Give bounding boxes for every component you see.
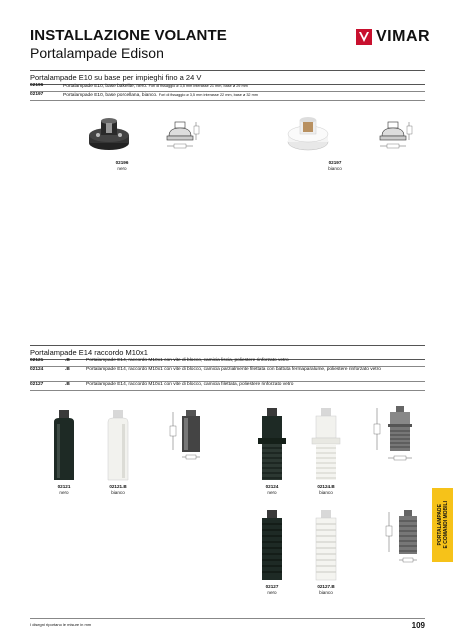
caption-code: 02196 <box>115 160 129 165</box>
product-code: 02124 <box>30 367 44 372</box>
product-code: 02127 <box>30 382 44 387</box>
product-caption <box>306 484 346 495</box>
lampholder-02127B-image <box>313 510 339 582</box>
product-suffix: .B <box>65 367 70 372</box>
dimension-drawing-02124 <box>372 404 422 466</box>
page-number: 109 <box>411 621 425 630</box>
lampholder-02197-image <box>285 112 331 154</box>
section-heading-e10: Portalampade E10 su base per impieghi fino a 24 V <box>30 70 425 85</box>
footer-note: I disegni riportano le misure in mm <box>30 622 92 627</box>
table-row <box>30 382 425 391</box>
product-code: 02121 <box>30 358 44 363</box>
lampholder-02124-image <box>257 408 287 482</box>
dimension-drawing-02196 <box>165 116 201 152</box>
lampholder-02196-image <box>86 113 132 153</box>
description-text: Portalampade E10, base bakelite, nero. <box>63 84 148 89</box>
dimension-drawing-02121 <box>168 408 212 462</box>
caption-code: 02197 <box>328 160 342 165</box>
caption-color: nero <box>267 589 277 595</box>
dimension-drawing-02127 <box>384 508 424 566</box>
caption-code: 02124 <box>265 484 279 489</box>
table-row <box>30 358 425 367</box>
lampholder-02124B-image <box>311 408 341 482</box>
caption-color: bianco <box>328 165 342 171</box>
section-side-tab <box>432 488 453 562</box>
caption-code: 02124.B <box>317 484 335 489</box>
page-title: INSTALLAZIONE VOLANTE <box>30 27 227 44</box>
product-description <box>63 83 425 90</box>
caption-color: bianco <box>319 589 333 595</box>
side-tab-line2: E COMANDI MOBILI <box>442 501 449 549</box>
caption-code: 02121 <box>57 484 71 489</box>
description-detail: Fori di fissaggio ø 3,5 mm interasse 21 mm, base ø 29 mm <box>148 84 248 88</box>
caption-color: bianco <box>319 489 333 495</box>
product-caption <box>252 584 292 595</box>
product-suffix: .B <box>65 358 70 363</box>
dimension-drawing-02197 <box>378 116 414 152</box>
caption-code: 02121.B <box>109 484 127 489</box>
caption-color: nero <box>59 489 69 495</box>
lampholder-02121B-image <box>105 410 131 482</box>
product-caption <box>98 484 138 495</box>
product-code: 02197 <box>30 92 44 97</box>
product-description: Portalampade E14, raccordo M10x1 con vite di blocco, camicia liscia, poliestere rinforzato vetro <box>86 358 289 363</box>
caption-color: nero <box>117 165 127 171</box>
product-description <box>63 92 425 99</box>
side-tab-line1: PORTALAMPADE <box>436 504 443 546</box>
lampholder-02127-image <box>259 510 285 582</box>
caption-code: 02127.B <box>317 584 335 589</box>
product-caption <box>102 160 142 171</box>
brand-logo <box>356 28 430 46</box>
product-caption <box>252 484 292 495</box>
vimar-logo-icon <box>356 29 372 45</box>
page-subtitle: Portalampade Edison <box>30 45 164 61</box>
caption-color: nero <box>267 489 277 495</box>
table-row <box>30 92 425 101</box>
product-suffix: .B <box>65 382 70 387</box>
product-caption <box>44 484 84 495</box>
description-detail: Fori di fissaggio ø 3,5 mm interasse 22 mm, base ø 32 mm <box>158 93 258 97</box>
description-text: Portalampade E10, base porcellana, bianco. <box>63 93 158 98</box>
product-code: 02196 <box>30 83 44 88</box>
product-caption <box>306 584 346 595</box>
product-caption <box>315 160 355 171</box>
section-heading-e14: Portalampade E14 raccordo M10x1 <box>30 345 425 360</box>
table-row <box>30 367 425 382</box>
product-description: Portalampade E14, raccordo M10x1 con vite di blocco, camicia parzialmente filettata con battuta fermaparalume, poliestere rinforzato vetro <box>86 367 381 372</box>
caption-color: bianco <box>111 489 125 495</box>
lampholder-02121-image <box>51 410 77 482</box>
brand-name: VIMAR <box>376 28 431 45</box>
caption-code: 02127 <box>265 584 279 589</box>
side-tab-label <box>437 501 449 549</box>
footer-divider <box>30 618 425 619</box>
product-description: Portalampade E14, raccordo M10x1 con vite di blocco, camicia filettata, poliestere rinforzato vetro <box>86 382 294 387</box>
table-row <box>30 83 425 92</box>
